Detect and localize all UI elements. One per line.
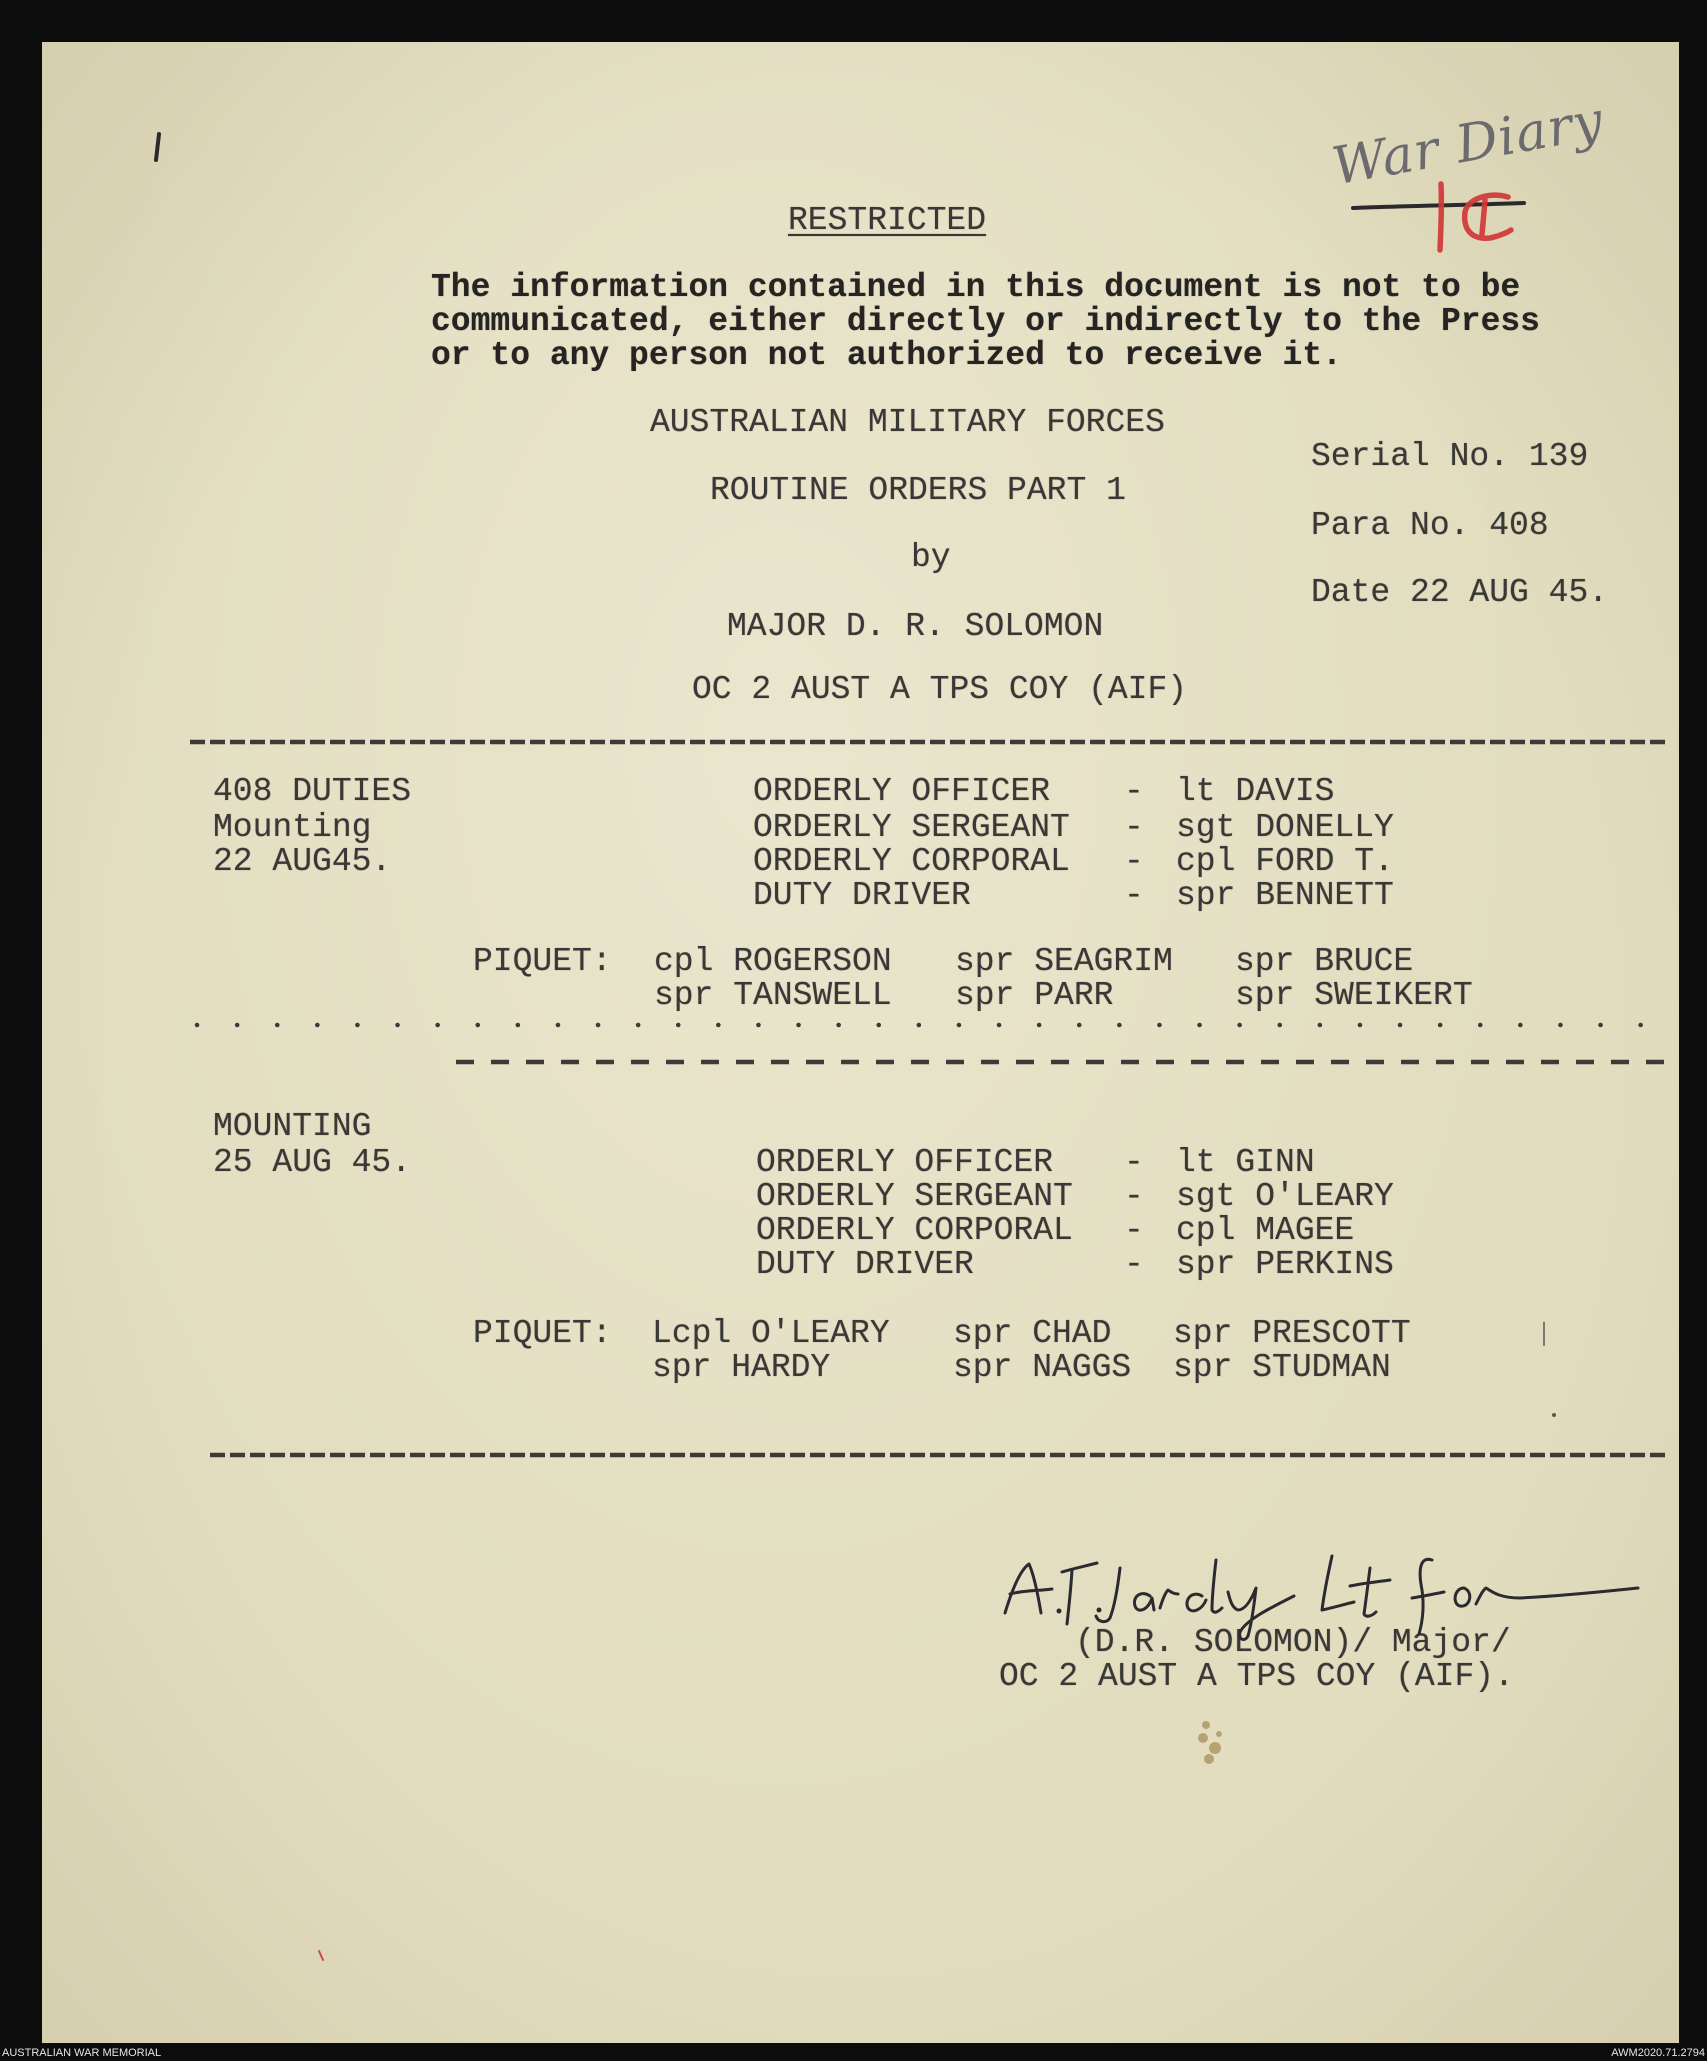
duty-role: ORDERLY SERGEANT [753,809,1070,846]
piquet-label: PIQUET: [473,1315,612,1352]
piquet-member: spr TANSWELL [654,977,892,1014]
classification-heading: RESTRICTED [788,202,987,239]
piquet-label: PIQUET: [473,943,612,980]
duty-name: cpl FORD T. [1176,843,1394,880]
duty-separator: - [1124,1144,1144,1181]
section-label: 25 AUG 45. [213,1144,412,1181]
duty-role: ORDERLY OFFICER [753,773,1051,810]
section-label: MOUNTING [213,1108,372,1145]
duty-separator: - [1124,809,1144,846]
piquet-member: spr CHAD [953,1315,1112,1352]
by-line: by [911,539,951,576]
accession-number: AWM2020.71.2794 [1611,2047,1705,2059]
para-number: Para No. 408 [1311,507,1549,544]
order-date: Date 22 AUG 45. [1311,574,1609,611]
duty-name: sgt DONELLY [1176,809,1394,846]
duty-role: ORDERLY CORPORAL [753,843,1070,880]
archive-credit: AUSTRALIAN WAR MEMORIAL [2,2047,162,2059]
duty-name: spr BENNETT [1176,877,1394,914]
piquet-member: Lcpl O'LEARY [652,1315,890,1352]
duty-separator: - [1124,1178,1144,1215]
piquet-member: spr SEAGRIM [955,943,1173,980]
notice-line: or to any person not authorized to receive it. [431,337,1342,374]
duty-name: lt GINN [1176,1144,1315,1181]
piquet-member: spr NAGGS [953,1349,1132,1386]
piquet-member: cpl ROGERSON [654,943,892,980]
section-label: Mounting [213,809,372,846]
duty-role: DUTY DRIVER [753,877,971,914]
duty-name: sgt O'LEARY [1176,1178,1394,1215]
signature-name-line: (D.R. SOLOMON)/ Major/ [1075,1624,1511,1661]
issuer-name: MAJOR D. R. SOLOMON [727,608,1104,645]
duty-separator: - [1124,843,1144,880]
piquet-member: spr PRESCOTT [1173,1315,1411,1352]
unit-heading: OC 2 AUST A TPS COY (AIF) [692,671,1188,708]
handwritten-note: War Diary [1327,90,1609,198]
duty-name: cpl MAGEE [1176,1212,1355,1249]
duty-role: ORDERLY OFFICER [756,1144,1054,1181]
notice-line: The information contained in this document is not to be [431,269,1521,306]
orders-title: ROUTINE ORDERS PART 1 [710,472,1126,509]
duty-role: DUTY DRIVER [756,1246,974,1283]
piquet-member: spr STUDMAN [1173,1349,1391,1386]
duty-role: ORDERLY SERGEANT [756,1178,1073,1215]
piquet-member: spr BRUCE [1235,943,1414,980]
duty-separator: - [1124,1212,1144,1249]
duty-role: ORDERLY CORPORAL [756,1212,1073,1249]
duty-separator: - [1124,1246,1144,1283]
section-label: 22 AUG45. [213,843,392,880]
duty-separator: - [1124,877,1144,914]
serial-number: Serial No. 139 [1311,438,1589,475]
duty-separator: - [1124,773,1144,810]
piquet-member: spr PARR [955,977,1114,1014]
duty-name: spr PERKINS [1176,1246,1394,1283]
organisation-heading: AUSTRALIAN MILITARY FORCES [650,404,1165,441]
signature-unit-line: OC 2 AUST A TPS COY (AIF). [999,1658,1514,1695]
piquet-member: spr SWEIKERT [1235,977,1473,1014]
piquet-member: spr HARDY [652,1349,831,1386]
notice-line: communicated, either directly or indirectly to the Press [431,303,1540,340]
duty-name: lt DAVIS [1176,773,1335,810]
section-label: 408 DUTIES [213,773,412,810]
